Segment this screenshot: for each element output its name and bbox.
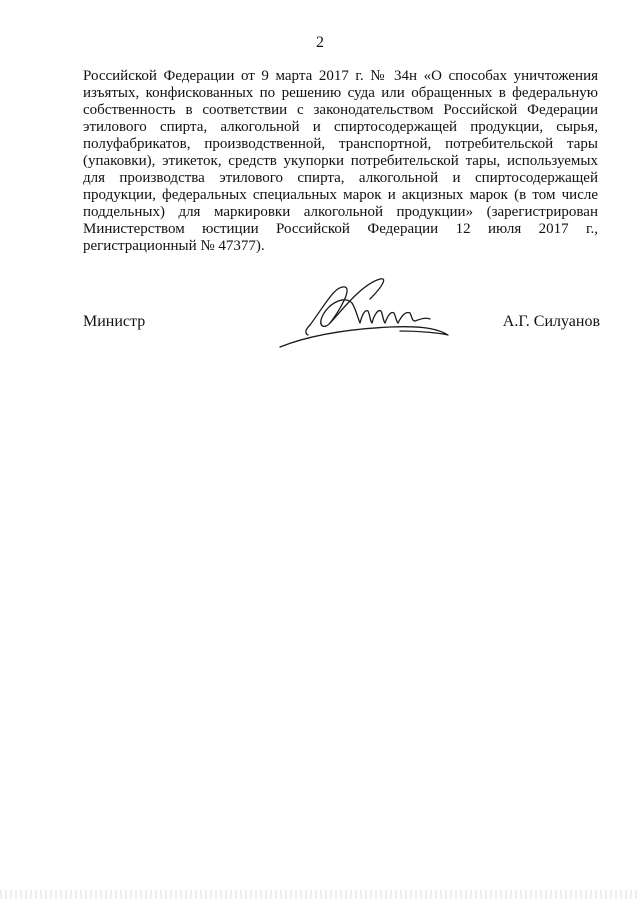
body-line: регистрационный № 47377).	[83, 238, 265, 254]
body-line: изъятых, конфискованных по решению суда или обращенных в федеральную	[83, 85, 598, 101]
page-number: 2	[316, 34, 324, 51]
body-line: Российской Федерации от 9 марта 2017 г. № 34н «О способах уничтожения	[83, 68, 598, 84]
body-line: этилового спирта, алкогольной и спиртосодержащей продукции, сырья,	[83, 119, 598, 135]
signer-title: Министр	[83, 313, 146, 330]
body-line: (упаковки), этикеток, средств укупорки потребительской тары, используемых	[83, 153, 598, 169]
body-line: поддельных) для маркировки алкогольной продукции» (зарегистрирован	[83, 204, 598, 220]
document-body-text	[83, 68, 598, 255]
body-line: продукции, федеральных специальных марок и акцизных марок (в том числе	[83, 187, 598, 203]
handwritten-signature	[270, 265, 470, 355]
body-line: собственность в соответствии с законодательством Российской Федерации	[83, 102, 598, 118]
body-line: полуфабрикатов, производственной, транспортной, потребительской тары	[83, 136, 598, 152]
signer-name: А.Г. Силуанов	[502, 313, 600, 330]
scan-edge-artifact	[0, 890, 640, 899]
signature-block	[0, 265, 640, 365]
body-line: Министерством юстиции Российской Федерации 12 июля 2017 г.,	[83, 221, 598, 237]
body-line: для производства этилового спирта, алкогольной и спиртосодержащей	[83, 170, 598, 186]
